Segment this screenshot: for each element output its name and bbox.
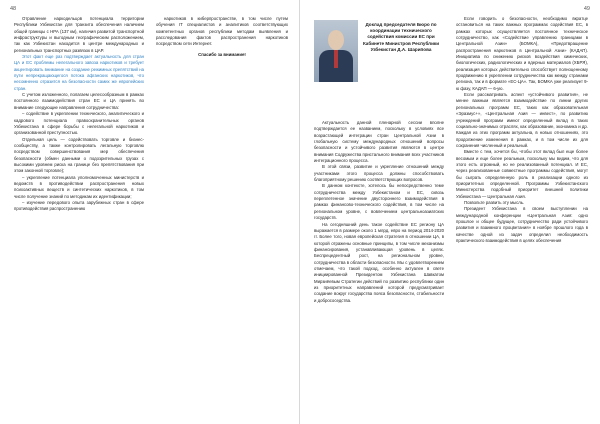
paragraph: – изучение передового опыта зарубежных стран в сфере противодействия распространению xyxy=(14,199,144,212)
right-page xyxy=(300,0,600,424)
paragraph: Вместе с тем, хочется бы, чтобы этот вклад был еще более весомым и еще более реальным, поскольку мы видим, что для этого есть огромный, но не реализованный потенциал. И ЕС, через реализованные совместные программы содействия, могут бы сыграть определенную роль в реализации одного из приоритетных определенной. Программы Узбекистанского Министерства подобный приоритет внешней политики Узбекистана — Центральная Азия. xyxy=(456,149,588,199)
paragraph: В данном контексте, хотелось бы непосредственно теме сотрудничества между Узбекистаном и ЕС, сквозь переплетенное значение двустороннего взаимодействия в рамках финансово-технического содействия, в том числе на региональном уровне, с вовлечением центральноазиатских государств. xyxy=(314,183,444,221)
left-page-column-1 xyxy=(14,16,144,213)
right-page-column-1 xyxy=(314,120,444,304)
paragraph: Актуальность данной пленарной сессии вполне подтверждается ее названием, поскольку в условиях все возрастающей интеграции стран Центральной Азии в глобальную систему международных отношений вопросы безопасности и устойчивого развития являются в центре внимания Содружества пристального внимания всех участников интеграционного процесса. xyxy=(314,120,444,164)
closing-remark: Спасибо за внимание! xyxy=(198,51,246,57)
paragraph: Если рассматривать аспект «устойчивого развития», не менее важным является взаимодействие по линии других региональных программ ЕС, таких как образовательная «Эразмус+», «Центральная Азия — инвест», по развитию учреждений программ имеют определенный вклад в таких социально-значимых отраслях, как образование, экономика и др. Каждая из этих программ актуальна, в новых отношениях, это продолжение изменения в рамках, и в том числе их для сохранения численный и реальный. xyxy=(456,92,588,148)
paragraph: – содействие в укреплении технического, аналитического и кадрового потенциала правоохранительных органов Узбекистана в сфере борьбы с нелегальной наркотиков и организованной преступностью. xyxy=(14,111,144,136)
highlight-paragraph: Этот факт еще раз подтверждает актуальность для стран ЦА и ЕС проблемы нелегального завоза наркотиков и требует акцентировать внимание на создание режимных препятствий на пути непрекращающегося потока афганских наркотиков, что несомненно отразится на безопасности самих же европейских стран. xyxy=(14,54,144,91)
left-page-number: 48 xyxy=(10,6,17,12)
speaker-portrait xyxy=(314,20,358,82)
paragraph: С учетом изложенного, полагаем целесообразным в рамках постоянного взаимодействия стран ЕС и ЦА принять во внимание следующие направления сотрудничества: xyxy=(14,92,144,110)
paragraph: Отравление наркодельцов потенциала территории Республики Узбекистан для транзита обеспечения наличием общей границы с НРА (137 км), наличия развитой транспортной инфраструктуры и выгодным географическим расположением, так как Узбекистан находится в центре международных и региональных транспортных развязок в ЦАР. xyxy=(14,16,144,53)
paragraph: – укрепление потенциала уполномоченных министерств и ведомств в противодействии распространения новых психоактивных веществ и синтетических наркотиков, в том числе получение знаний по методикам их идентификации; xyxy=(14,174,144,199)
paragraph: Если говорить о безопасности, необходимо вкратце остановиться на таких важных программах содействия ЕС, в рамках которых осуществляется постоянное техническое сотрудничество, как «Содействие управлению границами в Центральной Азии» (БОМКА), «Предотвращение распространения наркотиков в Центральной Азии» (КАДАП). Инициатива по снижению рисков воздействия химических, биологических, радиологических и ядерных материалов (ХБРЯ), реализация которых действительно способствует полноценному продвижению в укреплении сотрудничества как между странами региона, так и в формате «ЕС-ЦА». Так, БОМКА уже реализует 9-ю фазу, КАДАП — 6-ую. xyxy=(456,16,588,91)
portrait-tie xyxy=(334,50,338,68)
portrait-head xyxy=(328,30,344,50)
paragraph: На сегодняшний день такое содействие ЕС региону ЦА выражается в размере около 1 млрд. евро на период 2014-2020 гг. Более того, новая европейская стратегия в отношении ЦА, в которой отражены основные принципы, в том числе механизмы финансирования, устанавливающая уровень в целях. Беспрецедентный рост, на региональном уровне, сотрудничества в области безопасности. Мы с удовлетворением отмечаем, что такой подход, особенно актуален в свете инициированной Президентом Узбекистана Шавкатом Мирзиёевым Стратегии действий по развитию республики один из приоритетных направлений которой предусматривает создание вокруг государства пояса безопасности, стабильности и добрососедства. xyxy=(314,221,444,303)
right-page-number: 49 xyxy=(583,6,590,12)
right-page-column-2 xyxy=(456,16,588,244)
paragraph: Позвольте развить эту мысль. xyxy=(464,199,525,205)
paragraph: Президент Узбекистана в своем выступлении на международной конференции «Центральная Азия: одно прошлое и общее будущее, сотрудничество ради устойчивого развития и взаимного процветания» в ноябре прошлого года в качестве одной из задач определил необходимость практического взаимодействия в целях обеспечения xyxy=(456,206,588,244)
paragraph: В этой связи, развитие и укрепление отношений между участниками этого процесса должны способствовать благоприятному решению соответствующих вопросов. xyxy=(314,164,444,183)
paragraph: наркотиков в киберпространстве, в том числе путем обучения IT специалистов и аналитиков соответствующих компетентных органов республики методам выявления и расследования фактов распространения наркотиков посредством сети Интернет. xyxy=(156,16,288,47)
left-page-column-2 xyxy=(156,16,288,58)
portrait-caption: Доклад председателя Бюро по координации технического содействия комиссии ЕС при Кабинете Министров Республики Узбекистан Д.А. Шарипова xyxy=(362,22,440,52)
paragraph: Отдельная цель — содействовать торговле и бизнес-сообществу, а также контролировать легальную торговлю посредством совершенствования мер обеспечения безопасности (обмен данными о подозрительных грузах с высокими уровнем риска на границе без препятствования при этом законной торговле); xyxy=(14,136,144,174)
